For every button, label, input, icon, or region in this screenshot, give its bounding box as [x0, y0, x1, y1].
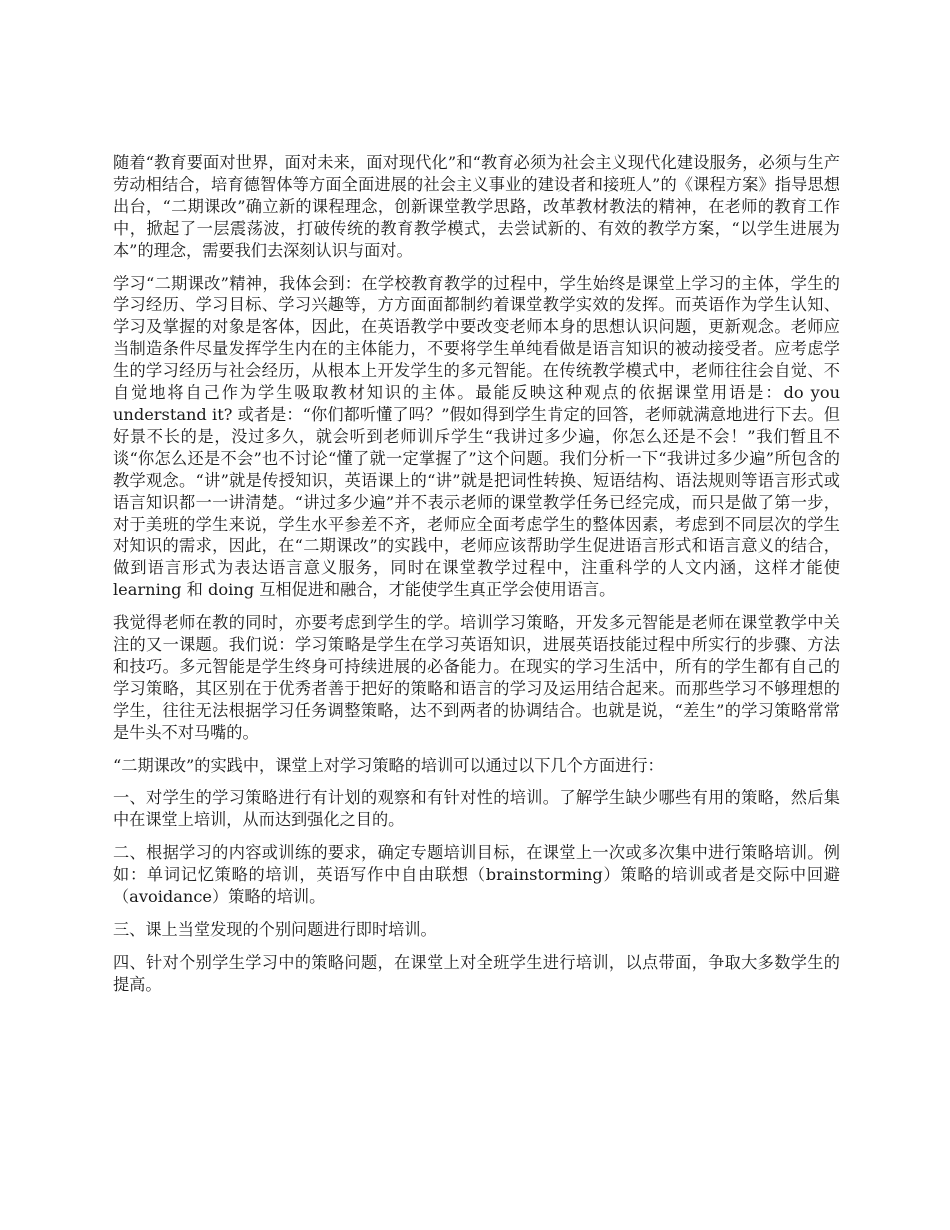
paragraph-point-two: 二、根据学习的内容或训练的要求，确定专题培训目标，在课堂上一次或多次集中进行策略培训。例如：单词记忆策略的培训，英语写作中自由联想（brainstorming）策略的培训或者是交际中回避（avoidance）策略的培训。 [113, 843, 840, 907]
paragraph-intro: 随着“教育要面对世界，面对未来，面对现代化”和“教育必须为社会主义现代化建设服务，必须与生产劳动相结合，培育德智体等方面全面进展的社会主义事业的建设者和接班人”的《课程方案》指导思想出台，“二期课改”确立新的课程理念，创新课堂教学思路，改革教材教法的精神，在老师的教育工作中，掀起了一层震荡波，打破传统的教育教学模式，去尝试新的、有效的教学方案，“以学生进展为本”的理念，需要我们去深刻认识与面对。 [113, 153, 840, 260]
document-body [113, 152, 840, 1007]
paragraph-point-one: 一、对学生的学习策略进行有计划的观察和有针对性的培训。了解学生缺少哪些有用的策略，然后集中在课堂上培训，从而达到强化之目的。 [113, 788, 840, 830]
paragraph-point-three: 三、课上当堂发现的个别问题进行即时培训。 [113, 920, 437, 939]
paragraph-reflection: 学习“二期课改”精神，我体会到：在学校教育教学的过程中，学生始终是课堂上学习的主体，学生的学习经历、学习目标、学习兴趣等，方方面面都制约着课堂教学实效的发挥。而英语作为学生认知、学习及掌握的对象是客体，因此，在英语教学中要改变老师本身的思想认识问题，更新观念。老师应当制造条件尽量发挥学生内在的主体能力，不要将学生单纯看做是语言知识的被动接受者。应考虑学生的学习经历与社会经历，从根本上开发学生的多元智能。在传统教学模式中，老师往往会自觉、不自觉地将自己作为学生吸取教材知识的主体。最能反映这种观点的依据课堂用语是：do you understand it? 或者是：“你们都听懂了吗？”假如得到学生肯定的回答，老师就满意地进行下去。但好景不长的是，没过多久，就会听到老师训斥学生“我讲过多少遍，你怎么还是不会！”我们暂且不谈“你怎么还是不会”也不讨论“懂了就一定掌握了”这个问题。我们分析一下“我讲过多少遍”所包含的教学观念。“讲”就是传授知识，英语课上的“讲”就是把词性转换、短语结构、语法规则等语言形式或语言知识都一一讲清楚。“讲过多少遍”并不表示老师的课堂教学任务已经完成，而只是做了第一步，对于美班的学生来说，学生水平参差不齐，老师应全面考虑学生的整体因素，考虑到不同层次的学生对知识的需求，因此，在“二期课改”的实践中，老师应该帮助学生促进语言形式和语言意义的结合，做到语言形式为表达语言意义服务，同时在课堂教学过程中，注重科学的人文内涵，这样才能使 learning 和 doing 互相促进和融合，才能使学生真正学会使用语言。 [113, 273, 840, 600]
paragraph-learning-strategy: 我觉得老师在教的同时，亦要考虑到学生的学。培训学习策略，开发多元智能是老师在课堂教学中关注的又一课题。我们说：学习策略是学生在学习英语知识，进展英语技能过程中所实行的步骤、方法和技巧。多元智能是学生终身可持续进展的必备能力。在现实的学习生活中，所有的学生都有自己的学习策略，其区别在于优秀者善于把好的策略和语言的学习及运用结合起来。而那些学习不够理想的学生，往往无法根据学习任务调整策略，达不到两者的协调结合。也就是说，“差生”的学习策略常常是牛头不对马嘴的。 [113, 613, 840, 742]
paragraph-training-intro: “二期课改”的实践中，课堂上对学习策略的培训可以通过以下几个方面进行： [113, 755, 664, 775]
paragraph-point-four: 四、针对个别学生学习中的策略问题，在课堂上对全班学生进行培训，以点带面，争取大多数学生的提高。 [113, 952, 840, 994]
